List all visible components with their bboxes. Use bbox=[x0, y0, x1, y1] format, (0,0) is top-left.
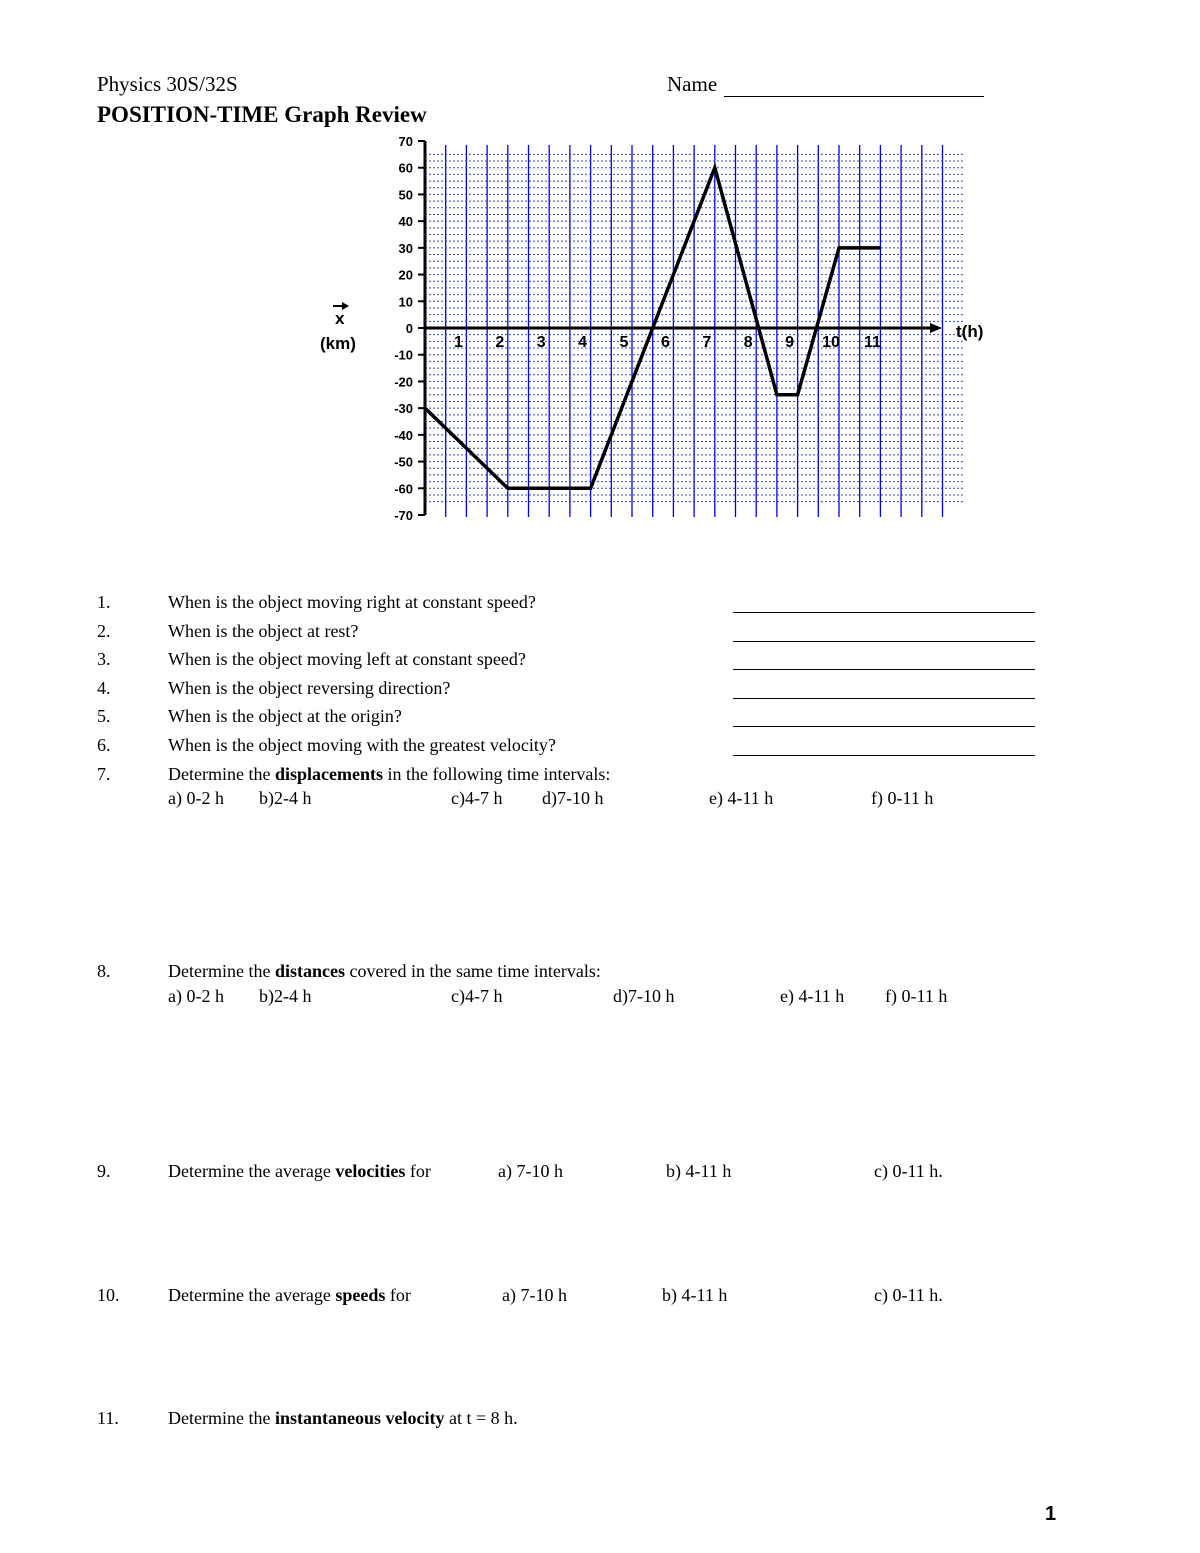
x-tick-label: 4 bbox=[578, 334, 588, 351]
question-8-number: 8. bbox=[97, 961, 111, 981]
page-title: POSITION-TIME Graph Review bbox=[97, 102, 427, 127]
question-6-text: When is the object moving with the greatest velocity? bbox=[168, 735, 556, 755]
q9-part-c: c) 0-11 h. bbox=[874, 1161, 943, 1181]
y-tick-label: 0 bbox=[405, 321, 413, 336]
y-tick-label: -30 bbox=[394, 401, 413, 417]
y-tick-label: 20 bbox=[398, 267, 413, 283]
question-3-number: 3. bbox=[97, 649, 111, 669]
y-tick-label: 40 bbox=[398, 214, 413, 230]
q7-part-d: d)7-10 h bbox=[542, 788, 604, 808]
answer-blank-1[interactable] bbox=[733, 612, 1035, 613]
x-tick-label: 6 bbox=[660, 334, 670, 351]
x-tick-label: 10 bbox=[822, 334, 840, 351]
question-10-number: 10. bbox=[97, 1285, 120, 1305]
answer-blank-6[interactable] bbox=[733, 755, 1035, 756]
y-tick-label: 60 bbox=[398, 160, 413, 176]
x-tick-label: 9 bbox=[785, 334, 795, 351]
q8-part-f: f) 0-11 h bbox=[885, 986, 948, 1006]
y-tick-label: -70 bbox=[394, 508, 413, 523]
question-5-number: 5. bbox=[97, 706, 111, 726]
question-2-number: 2. bbox=[97, 621, 111, 641]
question-7-bold: displacements bbox=[274, 764, 383, 784]
question-1-number: 1. bbox=[97, 592, 111, 612]
q7-part-a: a) 0-2 h bbox=[168, 788, 224, 808]
answer-blank-4[interactable] bbox=[733, 698, 1035, 699]
y-tick-labels bbox=[394, 134, 413, 523]
question-9-pre: Determine the average bbox=[168, 1161, 336, 1181]
q7-part-c: c)4-7 h bbox=[451, 788, 503, 808]
x-tick-label: 1 bbox=[453, 334, 463, 351]
q7-part-f: f) 0-11 h bbox=[871, 788, 934, 808]
course-label: Physics 30S/32S bbox=[97, 72, 238, 96]
q10-part-b: b) 4-11 h bbox=[662, 1285, 728, 1305]
question-2-text: When is the object at rest? bbox=[168, 621, 359, 641]
q7-part-b: b)2-4 h bbox=[259, 788, 312, 808]
question-6-number: 6. bbox=[97, 735, 111, 755]
question-7-text bbox=[168, 764, 610, 785]
y-tick-label: 70 bbox=[398, 134, 413, 149]
answer-blank-3[interactable] bbox=[733, 669, 1035, 670]
question-9-number: 9. bbox=[97, 1161, 111, 1181]
y-tick-label: -10 bbox=[394, 347, 413, 363]
question-5-text: When is the object at the origin? bbox=[168, 706, 402, 726]
question-8-post: covered in the same time intervals: bbox=[344, 961, 601, 981]
question-8-pre: Determine the bbox=[168, 961, 275, 981]
question-10-text bbox=[168, 1285, 411, 1306]
question-4-number: 4. bbox=[97, 678, 111, 698]
question-10-bold: speeds bbox=[335, 1285, 386, 1305]
question-10-post: for bbox=[385, 1285, 411, 1305]
question-3-text: When is the object moving left at constant speed? bbox=[168, 649, 526, 669]
position-time-graph bbox=[0, 0, 1200, 560]
q8-part-e: e) 4-11 h bbox=[780, 986, 845, 1006]
y-tick-label: -50 bbox=[394, 454, 413, 470]
question-9-post: for bbox=[405, 1161, 431, 1181]
x-axis-label: t(h) bbox=[956, 322, 984, 341]
x-tick-label: 2 bbox=[495, 334, 505, 351]
q7-part-e: e) 4-11 h bbox=[709, 788, 774, 808]
q8-part-c: c)4-7 h bbox=[451, 986, 503, 1006]
answer-blank-2[interactable] bbox=[733, 641, 1035, 642]
question-11-number: 11. bbox=[97, 1408, 119, 1428]
x-axis-arrow-icon bbox=[930, 323, 942, 333]
y-axis-symbol: x bbox=[335, 309, 345, 328]
y-tick-label: 10 bbox=[398, 294, 413, 310]
q10-part-c: c) 0-11 h. bbox=[874, 1285, 943, 1305]
question-4-text: When is the object reversing direction? bbox=[168, 678, 451, 698]
question-9-bold: velocities bbox=[335, 1161, 406, 1181]
x-tick-label: 7 bbox=[702, 334, 712, 351]
y-tick-label: -60 bbox=[394, 481, 413, 497]
question-11-pre: Determine the bbox=[168, 1408, 275, 1428]
q9-part-a: a) 7-10 h bbox=[498, 1161, 563, 1181]
vector-arrowhead-icon bbox=[342, 302, 349, 310]
q8-part-b: b)2-4 h bbox=[259, 986, 312, 1006]
y-tick-label: -20 bbox=[394, 374, 413, 390]
x-tick-label: 11 bbox=[863, 334, 881, 351]
page-number: 1 bbox=[1045, 1503, 1057, 1525]
y-tick-label: -40 bbox=[394, 427, 413, 443]
q8-part-a: a) 0-2 h bbox=[168, 986, 224, 1006]
question-11-text bbox=[168, 1408, 518, 1429]
q8-part-d: d)7-10 h bbox=[613, 986, 675, 1006]
question-9-text bbox=[168, 1161, 431, 1182]
y-tick-label: 30 bbox=[398, 240, 413, 256]
x-tick-label: 8 bbox=[743, 334, 753, 351]
question-8-text bbox=[168, 961, 601, 982]
name-label: Name bbox=[667, 72, 718, 96]
axes bbox=[418, 141, 942, 515]
q9-part-b: b) 4-11 h bbox=[666, 1161, 732, 1181]
x-tick-label: 3 bbox=[536, 334, 546, 351]
question-10-pre: Determine the average bbox=[168, 1285, 336, 1305]
q10-part-a: a) 7-10 h bbox=[502, 1285, 567, 1305]
question-7-pre: Determine the bbox=[168, 764, 275, 784]
question-11-bold: instantaneous velocity bbox=[274, 1408, 445, 1428]
y-axis-unit: (km) bbox=[320, 334, 356, 353]
question-1-text: When is the object moving right at constant speed? bbox=[168, 592, 536, 612]
question-7-post: in the following time intervals: bbox=[382, 764, 611, 784]
question-7-number: 7. bbox=[97, 764, 111, 784]
question-8-bold: distances bbox=[274, 961, 345, 981]
x-tick-label: 5 bbox=[619, 334, 629, 351]
question-11-post: at t = 8 h. bbox=[444, 1408, 518, 1428]
y-tick-label: 50 bbox=[398, 187, 413, 203]
answer-blank-5[interactable] bbox=[733, 726, 1035, 727]
